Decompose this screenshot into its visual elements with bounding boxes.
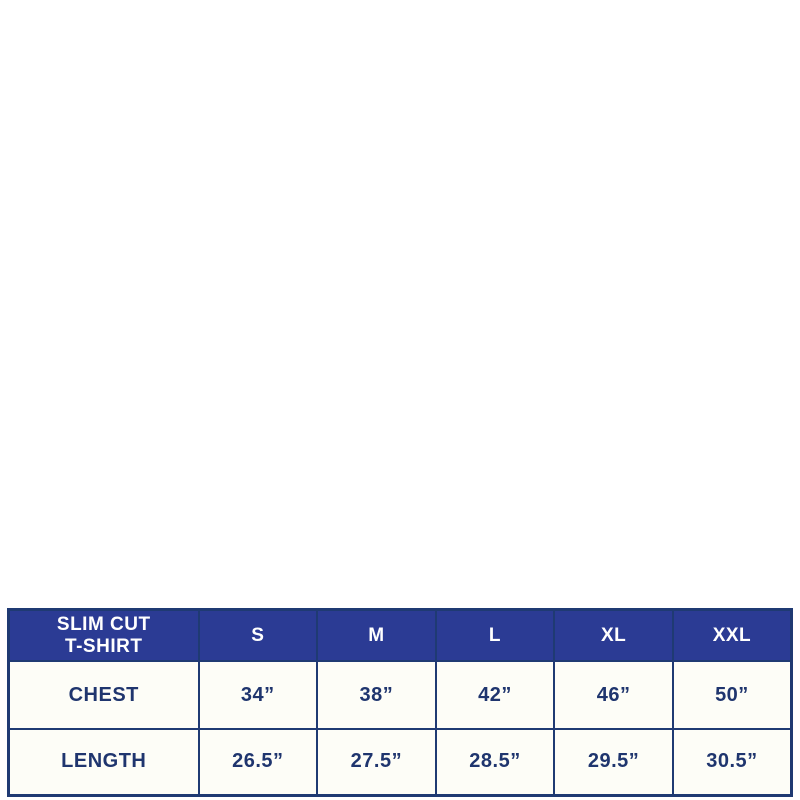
header-row bbox=[9, 610, 792, 662]
chest-value-l: 42” bbox=[436, 661, 555, 729]
chest-value-m: 38” bbox=[317, 661, 436, 729]
size-col-header-xxl: XXL bbox=[673, 610, 792, 662]
chart-title-line1: SLIM CUT bbox=[56, 614, 151, 636]
size-chart-table bbox=[7, 608, 793, 797]
length-row bbox=[9, 729, 792, 795]
length-value-xl: 29.5” bbox=[554, 729, 673, 795]
row-label-chest: CHEST bbox=[9, 661, 199, 729]
row-label-length: LENGTH bbox=[9, 729, 199, 795]
chest-value-s: 34” bbox=[199, 661, 318, 729]
chest-value-xxl: 50” bbox=[673, 661, 792, 729]
size-col-header-xl: XL bbox=[554, 610, 673, 662]
size-col-header-s: S bbox=[199, 610, 318, 662]
length-value-l: 28.5” bbox=[436, 729, 555, 795]
length-value-s: 26.5” bbox=[199, 729, 318, 795]
chest-value-xl: 46” bbox=[554, 661, 673, 729]
length-value-xxl: 30.5” bbox=[673, 729, 792, 795]
chart-title-line2: T-SHIRT bbox=[65, 635, 143, 657]
chart-title-cell bbox=[9, 610, 199, 662]
chest-row bbox=[9, 661, 792, 729]
length-value-m: 27.5” bbox=[317, 729, 436, 795]
size-col-header-m: M bbox=[317, 610, 436, 662]
size-col-header-l: L bbox=[436, 610, 555, 662]
